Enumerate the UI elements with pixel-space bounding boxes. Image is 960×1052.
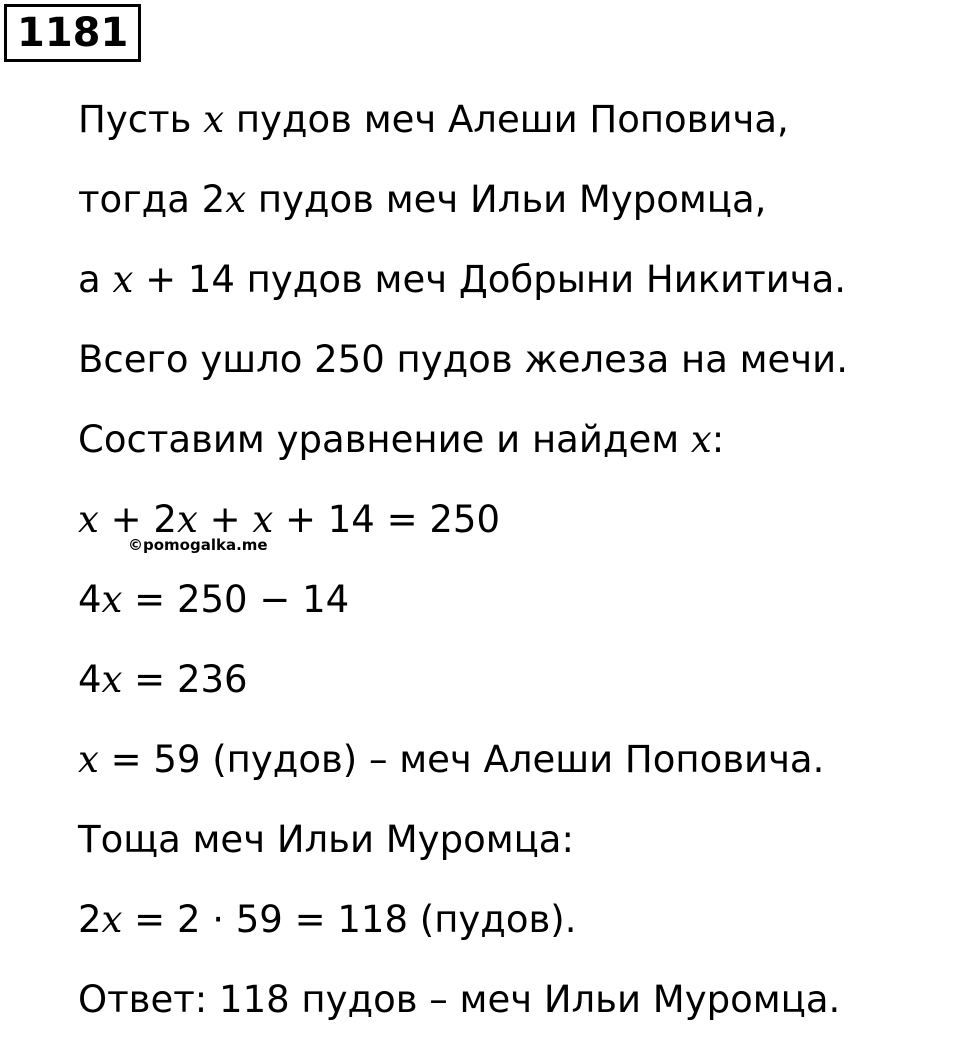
- equation-line-4: x = 59 (пудов) – меч Алеши Поповича.: [78, 738, 825, 781]
- text-line-2: тогда 2x пудов меч Ильи Муромца,: [78, 178, 767, 221]
- equation-line-2: 4x = 250 − 14: [78, 578, 350, 621]
- equation-line-5: 2x = 2 · 59 = 118 (пудов).: [78, 898, 577, 941]
- text-line-4: Всего ушло 250 пудов железа на мечи.: [78, 338, 848, 381]
- watermark: ©pomogalka.me: [128, 536, 268, 554]
- text-line-5: Составим уравнение и найдем x:: [78, 418, 725, 461]
- equation-line-1: x + 2x + x + 14 = 250: [78, 498, 500, 541]
- text-line-1: Пусть x пудов меч Алеши Поповича,: [78, 98, 789, 141]
- answer-line: Ответ: 118 пудов – меч Ильи Муромца.: [78, 978, 841, 1021]
- problem-number: 1181: [4, 4, 141, 62]
- solution-text: [78, 92, 958, 1052]
- text-line-3: а x + 14 пудов меч Добрыни Никитича.: [78, 258, 847, 301]
- equation-line-3: 4x = 236: [78, 658, 248, 701]
- text-line-6: Тоща меч Ильи Муромца:: [78, 818, 574, 861]
